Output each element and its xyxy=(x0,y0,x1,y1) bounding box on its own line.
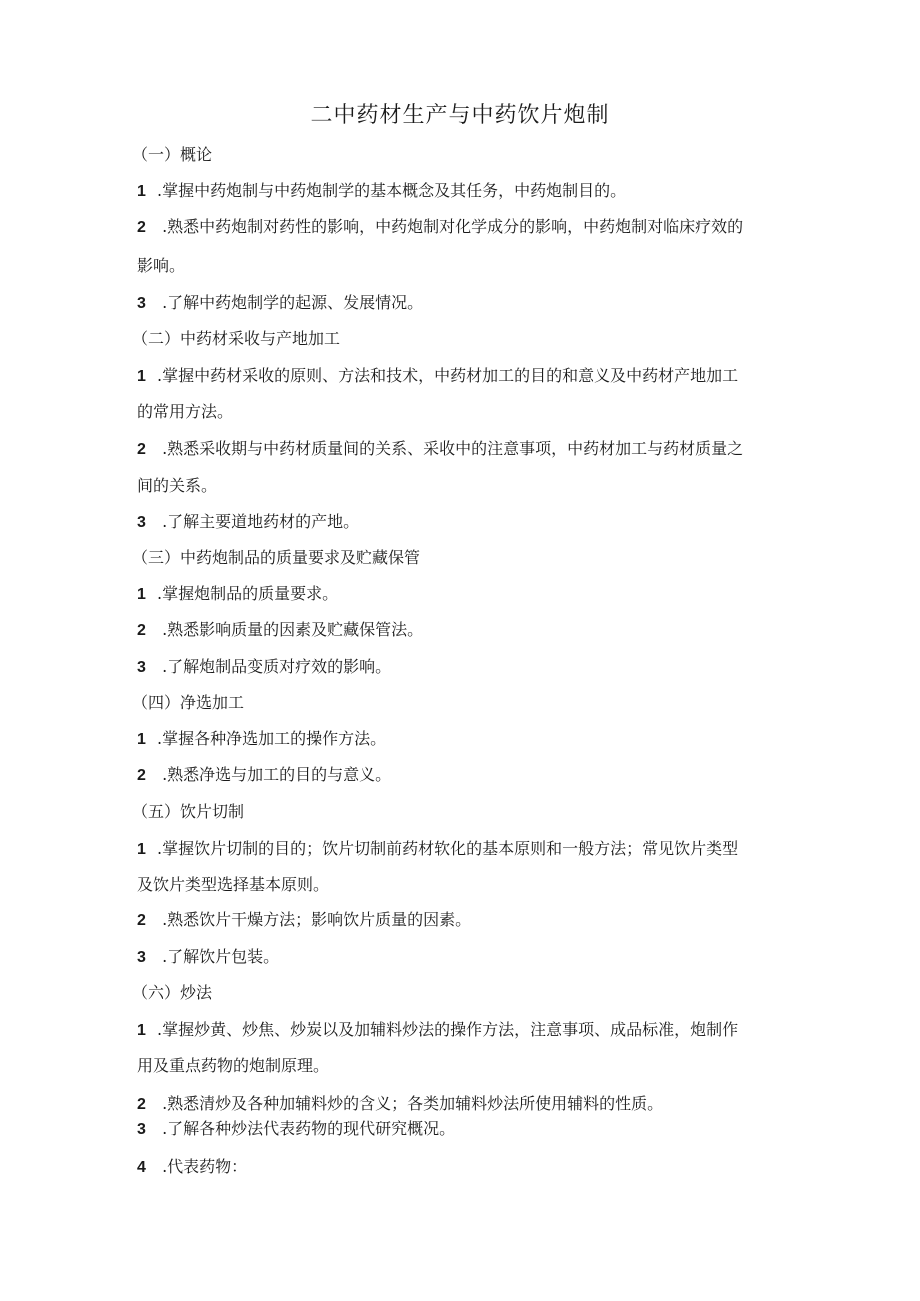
item-number: 2 xyxy=(137,912,146,929)
list-item xyxy=(137,1118,455,1141)
item-number: 1 xyxy=(137,586,146,603)
list-item xyxy=(137,583,338,606)
section-heading: （六）炒法 xyxy=(132,983,213,1002)
list-item xyxy=(137,292,423,315)
list-item xyxy=(137,1156,247,1179)
section-heading: （五）饮片切制 xyxy=(132,802,245,821)
item-text: .掌握中药材采收的原则、方法和技术，中药材加工的目的和意义及中药材产地加工 xyxy=(157,366,739,385)
item-text: .掌握各种净选加工的操作方法。 xyxy=(157,729,387,748)
list-item xyxy=(137,438,743,461)
item-number: 1 xyxy=(137,841,146,858)
section-heading: （一）概论 xyxy=(132,145,213,164)
item-text: .掌握炮制品的质量要求。 xyxy=(157,584,339,603)
item-number: 1 xyxy=(137,183,146,200)
list-item xyxy=(137,365,738,388)
item-number: 2 xyxy=(137,441,146,458)
item-number: 2 xyxy=(137,1096,146,1113)
list-item xyxy=(137,909,471,932)
item-number: 3 xyxy=(137,659,146,676)
item-number: 2 xyxy=(137,622,146,639)
item-text: .了解炮制品变质对疗效的影响。 xyxy=(157,657,392,676)
list-item xyxy=(137,216,743,239)
item-number: 1 xyxy=(137,368,146,385)
list-item xyxy=(137,1093,663,1116)
item-text: .掌握炒黄、炒焦、炒炭以及加辅料炒法的操作方法，注意事项、成品标准，炮制作 xyxy=(157,1020,739,1039)
item-text: .了解各种炒法代表药物的现代研究概况。 xyxy=(157,1119,456,1138)
item-number: 2 xyxy=(137,219,146,236)
item-number: 2 xyxy=(137,767,146,784)
item-text: .熟悉影响质量的因素及贮藏保管法。 xyxy=(157,620,424,639)
item-text: .熟悉清炒及各种加辅料炒的含义；各类加辅料炒法所使用辅料的性质。 xyxy=(157,1094,664,1113)
list-item xyxy=(137,838,738,861)
item-text: .熟悉采收期与中药材质量间的关系、采收中的注意事项，中药材加工与药材质量之 xyxy=(157,439,744,458)
item-number: 3 xyxy=(137,1121,146,1138)
item-number: 1 xyxy=(137,1022,146,1039)
list-item xyxy=(137,511,359,534)
list-item xyxy=(137,946,279,969)
item-number: 3 xyxy=(137,949,146,966)
item-number: 1 xyxy=(137,731,146,748)
item-text: .了解中药炮制学的起源、发展情况。 xyxy=(157,293,424,312)
section-heading: （三）中药炮制品的质量要求及贮藏保管 xyxy=(132,548,421,567)
item-text-continued: 影响。 xyxy=(137,256,186,275)
list-item xyxy=(137,180,626,203)
item-text-continued: 用及重点药物的炮制原理。 xyxy=(137,1056,330,1075)
list-item xyxy=(137,619,423,642)
list-item xyxy=(137,764,391,787)
item-text: .熟悉净选与加工的目的与意义。 xyxy=(157,765,392,784)
item-text: .了解饮片包装。 xyxy=(157,947,280,966)
section-heading: （二）中药材采收与产地加工 xyxy=(132,329,341,348)
item-number: 3 xyxy=(137,514,146,531)
item-text: .熟悉中药炮制对药性的影响，中药炮制对化学成分的影响，中药炮制对临床疗效的 xyxy=(157,217,744,236)
item-number: 4 xyxy=(137,1159,146,1176)
item-number: 3 xyxy=(137,295,146,312)
list-item xyxy=(137,656,391,679)
item-text: .掌握中药炮制与中药炮制学的基本概念及其任务，中药炮制目的。 xyxy=(157,181,627,200)
item-text: .掌握饮片切制的目的；饮片切制前药材软化的基本原则和一般方法；常见饮片类型 xyxy=(157,839,739,858)
list-item xyxy=(137,1019,738,1042)
item-text-continued: 间的关系。 xyxy=(137,476,218,495)
item-text-continued: 的常用方法。 xyxy=(137,402,234,421)
item-text: .熟悉饮片干燥方法；影响饮片质量的因素。 xyxy=(157,910,472,929)
item-text-continued: 及饮片类型选择基本原则。 xyxy=(137,875,330,894)
section-heading: （四）净选加工 xyxy=(132,693,245,712)
item-text: .了解主要道地药材的产地。 xyxy=(157,512,360,531)
item-text: .代表药物： xyxy=(157,1157,248,1176)
list-item xyxy=(137,728,386,751)
page-title: 二中药材生产与中药饮片炮制 xyxy=(310,103,610,128)
